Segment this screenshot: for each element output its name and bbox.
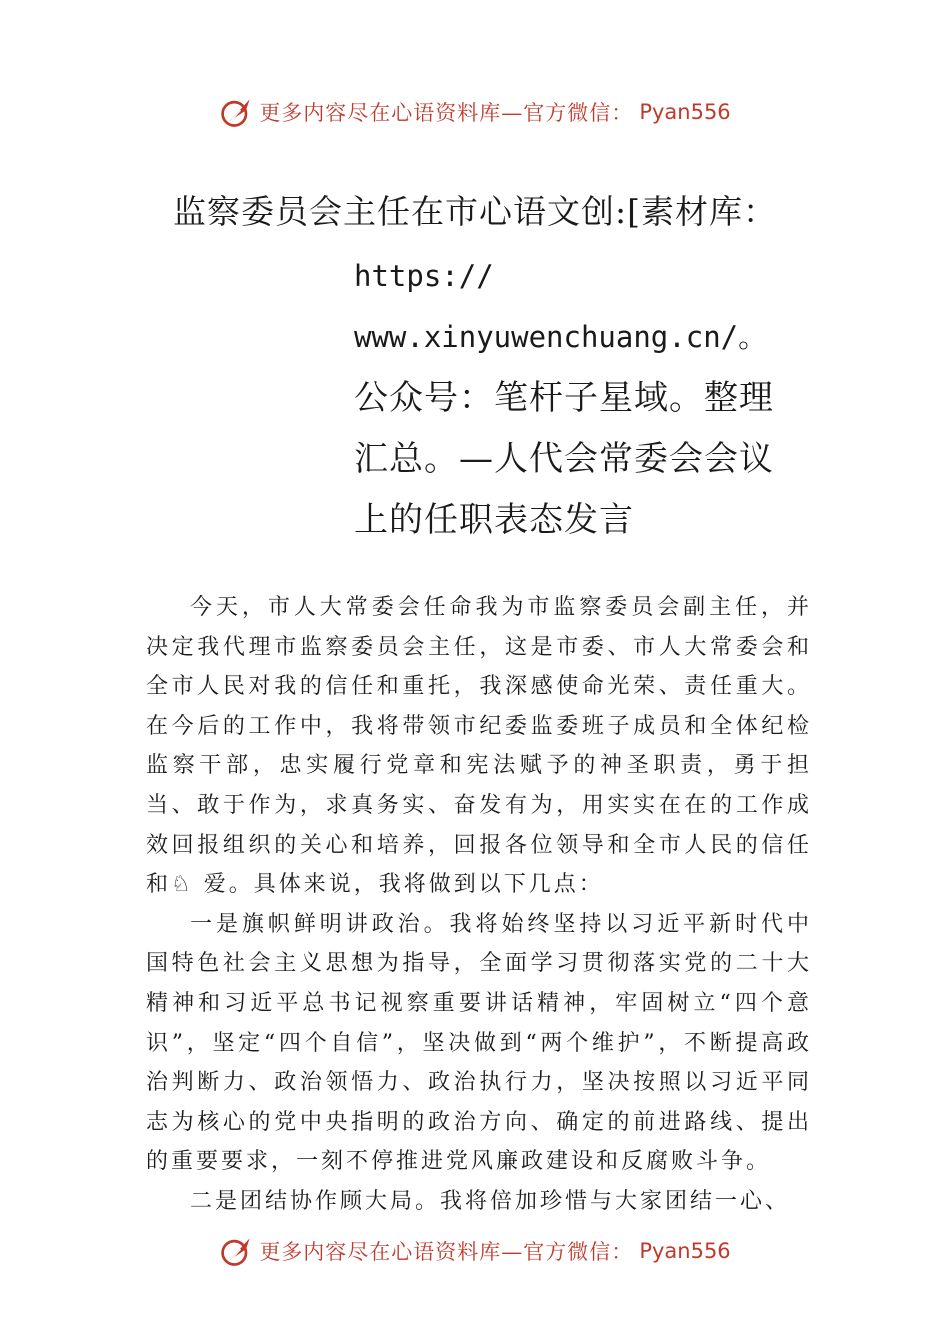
footer-banner-text: 更多内容尽在心语资料库—官方微信： (259, 1240, 634, 1264)
paragraph-unity: 二是团结协作顾大局。我将倍加珍惜与大家团结一心、 (190, 1188, 791, 1214)
header-banner-text: 更多内容尽在心语资料库—官方微信： (259, 101, 634, 125)
title-line-1: 监察委员会主任在市心语文创:[素材库： (173, 192, 777, 231)
footer-banner (0, 1233, 950, 1269)
paragraph-politics: 一是旗帜鲜明讲政治。我将始终坚持以习近平新时代中国特色社会主义思想为指导，全面学习贯彻落实党的二十大精神和习近平总书记视察重要讲话精神，牢固树立“四个意识”，坚定“四个自信”，坚决做到“两个维护”，不断提高政治判断力、政治领悟力、政治执行力，坚决按照以习近平同志为核心的党中央指明的政治方向、确定的前进路线、提出的重要要求，一刻不停推进党风廉政建设和反腐败斗争。 (146, 911, 812, 1175)
title-continuation (354, 246, 794, 551)
body-text (146, 588, 812, 1222)
paragraph-intro: 今天，市人大常委会任命我为市监察委员会副主任，并决定我代理市监察委员会主任，这是市委、市人大常委会和全市人民对我的信任和重托，我深感使命光荣、责任重大。 在今后的工作中，我将带领市纪委监委班子成员和全体纪检监察干部，忠实履行党章和宪法赋予的神圣职责，勇于担当、敢于作为，求真务实、奋发有为，用实实在在的工作成效回报组织的关心和培养，回报各位领导和全市人民的信任和♘ 爱。具体来说，我将做到以下几点： (146, 595, 812, 898)
title-line-3: www.xinyuwenchuang.cn/。 (354, 320, 768, 354)
quill-pen-icon (219, 1233, 255, 1269)
title-line-4: 公众号：笔杆子星域。整理 (354, 378, 774, 418)
title-line-6: 上的任职表态发言 (354, 500, 634, 540)
quill-pen-icon (219, 94, 255, 130)
header-banner (0, 94, 950, 130)
footer-banner-handle: Pyan556 (639, 1239, 731, 1263)
header-banner-handle: Pyan556 (639, 100, 731, 124)
title-line-2: https:// (354, 259, 494, 293)
title-line-5: 汇总。—人代会常委会会议 (354, 439, 774, 479)
